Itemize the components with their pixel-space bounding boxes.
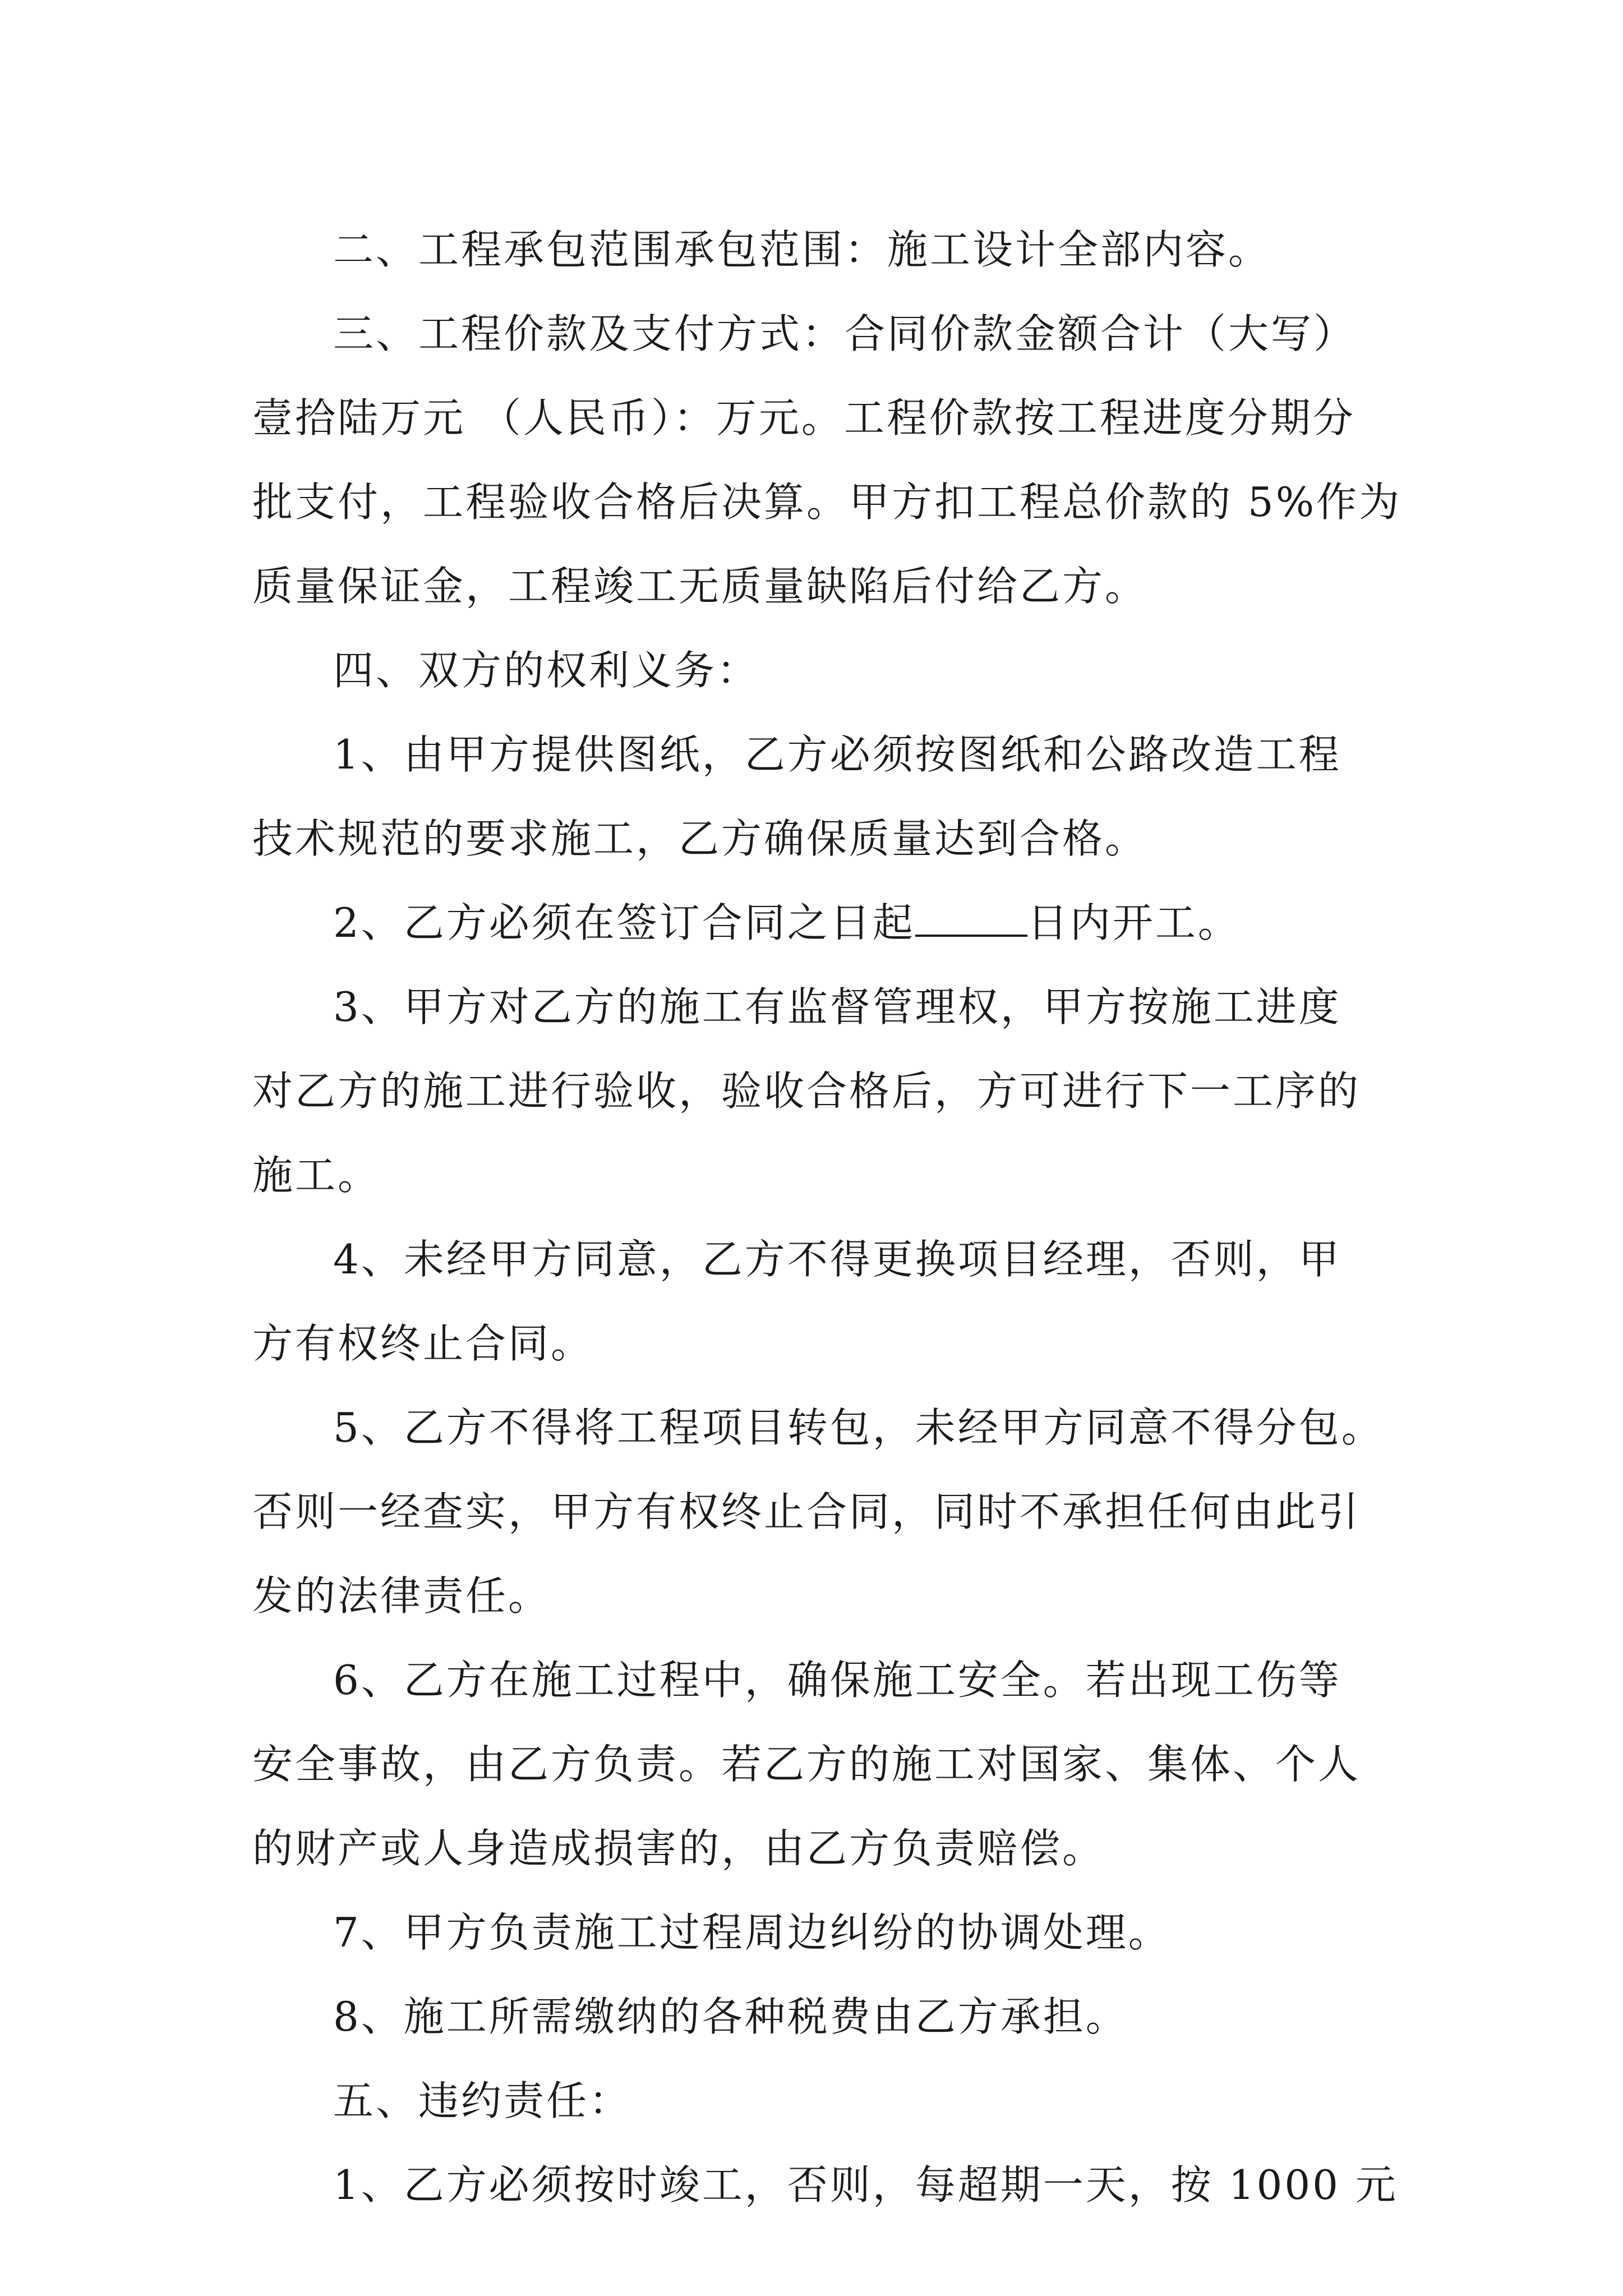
text-line: 1、由甲方提供图纸，乙方必须按图纸和公路改造工程 [333,731,1341,778]
text-line: 技术规范的要求施工，乙方确保质量达到合格。 [252,815,1148,862]
clause-6 [252,1638,1374,1890]
text-line: 质量保证金，工程竣工无质量缺陷后付给乙方。 [252,563,1148,610]
text-line: 7、甲方负责施工过程周边纠纷的协调处理。 [333,1909,1171,1956]
fill-in-blank [915,901,1027,937]
clause-2 [252,881,1374,965]
text-line: 4、未经甲方同意，乙方不得更换项目经理，否则，甲 [333,1236,1341,1283]
clause-7 [252,1890,1374,1975]
text-line: 5、乙方不得将工程项目转包，未经甲方同意不得分包。 [333,1404,1384,1451]
clause-3 [252,965,1374,1217]
clause-8 [252,1975,1374,2059]
text-line: 6、乙方在施工过程中，确保施工安全。若出现工伤等 [333,1657,1341,1704]
text-line: 1、乙方必须按时竣工，否则，每超期一天，按 1000 元 [333,2161,1398,2208]
liability-clause-1 [252,2143,1398,2227]
text-line: 方有权终止合同。 [252,1320,594,1367]
text-line: 三、工程价款及支付方式：合同价款金额合计（大写） [333,310,1357,357]
text-line: 8、施工所需缴纳的各种税费由乙方承担。 [333,1993,1128,2040]
text-line: 对乙方的施工进行验收，验收合格后，方可进行下一工序的 [252,1068,1361,1115]
text-line: 3、甲方对乙方的施工有监督管理权，甲方按施工进度 [333,983,1341,1030]
text-line: 二、工程承包范围承包范围：施工设计全部内容。 [333,226,1271,273]
text-line: 五、违约责任： [333,2077,632,2124]
section-heading-liability [252,2059,1374,2143]
text-line: 批支付，工程验收合格后决算。甲方扣工程总价款的 5%作为 [252,478,1402,526]
text-line: 施工。 [252,1152,381,1199]
clause-5 [252,1386,1384,1638]
document-page [252,208,1402,2227]
text-line [252,881,1374,965]
text-line: 安全事故，由乙方负责。若乙方的施工对国家、集体、个人 [252,1741,1361,1788]
text-line: 四、双方的权利义务： [333,647,760,694]
text-line: 壹拾陆万元 （人民币）：万元。工程价款按工程进度分期分 [252,394,1355,441]
clause-4 [252,1217,1374,1386]
clause-1 [252,712,1374,881]
text-line: 发的法律责任。 [252,1572,551,1619]
text-line: 否则一经查实，甲方有权终止合同，同时不承担任何由此引 [252,1488,1361,1535]
clause-2-text-a: 2、乙方必须在签订合同之日起 [333,899,915,946]
section-heading-rights [252,628,1374,712]
clause-2-text-b: 日内开工。 [1027,899,1241,946]
paragraph-scope [252,208,1374,292]
paragraph-payment [252,292,1402,628]
text-line: 的财产或人身造成损害的，由乙方负责赔偿。 [252,1825,1105,1872]
